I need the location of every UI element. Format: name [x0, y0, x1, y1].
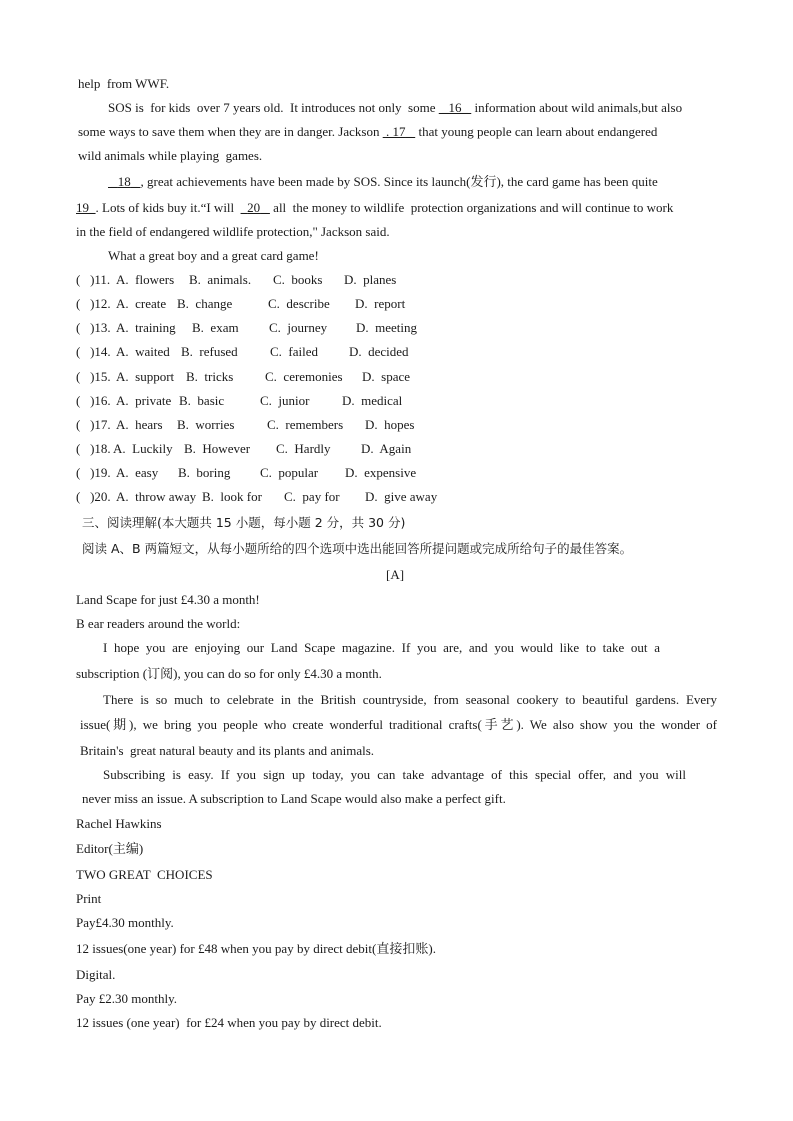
option-d: D. give away — [365, 489, 438, 504]
option-a: A. Luckily — [113, 441, 173, 456]
option-c: C. pay for — [284, 489, 340, 504]
question-row — [76, 465, 496, 481]
blank-17: . 17_ — [385, 124, 416, 139]
paragraph-line: issue(期), we bring you people who create wonderful traditional crafts(手艺). We also show you the wonder of — [80, 717, 717, 732]
paragraph-line: Subscribing is easy. If you sign up today, you can take advantage of this special offer, and you will — [103, 767, 686, 782]
option-c: C. failed — [270, 344, 319, 359]
editor-role: Editor(主编) — [76, 841, 144, 856]
option-c: C. Hardly — [276, 441, 331, 456]
question-row — [76, 393, 496, 409]
question-row — [76, 441, 496, 457]
option-a: A. create — [116, 296, 167, 311]
question-number: ( )15. — [76, 369, 111, 384]
option-b: B. refused — [181, 344, 238, 359]
question-row — [76, 369, 496, 385]
blank-18: _18_ — [108, 174, 141, 189]
option-c: C. journey — [269, 320, 328, 335]
question-number: ( )11. — [76, 272, 111, 287]
option-d: D. space — [362, 369, 411, 384]
question-number: ( )19. — [76, 465, 111, 480]
question-number: ( )18. — [76, 441, 111, 456]
blank-16: _16_ — [438, 100, 472, 115]
option-a: A. training — [116, 320, 176, 335]
option-d: D. hopes — [365, 417, 415, 432]
question-row — [76, 489, 496, 505]
option-d: D. Again — [361, 441, 412, 456]
option-d: D. meeting — [356, 320, 418, 335]
option-a: A. private — [116, 393, 172, 408]
option-a: A. support — [116, 369, 175, 384]
option-c: C. popular — [260, 465, 319, 480]
cloze-line: _18_ , great achievements have been made by SOS. Since its launch(发行), the card game has been quite — [108, 174, 658, 189]
option-a: A. hears — [116, 417, 163, 432]
cloze-line: What a great boy and a great card game! — [108, 248, 319, 263]
question-number: ( )14. — [76, 344, 111, 359]
question-row — [76, 344, 496, 360]
option-d: D. decided — [349, 344, 409, 359]
cloze-line: help from WWF. — [78, 76, 170, 91]
option-a: A. waited — [116, 344, 170, 359]
option-c: C. describe — [268, 296, 330, 311]
option-b: B. basic — [179, 393, 225, 408]
option-d: D. report — [355, 296, 406, 311]
digital-label: Digital. — [76, 967, 116, 982]
question-number: ( )17. — [76, 417, 111, 432]
option-b: B. change — [177, 296, 233, 311]
print-price: Pay£4.30 monthly. — [76, 915, 174, 930]
question-row — [76, 296, 496, 312]
question-row — [76, 320, 496, 336]
option-a: A. easy — [116, 465, 159, 480]
option-b: B. tricks — [186, 369, 234, 384]
option-d: D. expensive — [345, 465, 417, 480]
option-b: B. look for — [202, 489, 262, 504]
choices-title: TWO GREAT CHOICES — [76, 867, 213, 882]
option-b: B. worries — [177, 417, 235, 432]
paragraph-line: I hope you are enjoying our Land Scape magazine. If you are, and you would like to take out a — [103, 640, 660, 655]
section-instruction: 阅读 A、B 两篇短文，从每小题所给的四个选项中选出能回答所提问题或完成所给句子的最佳答案。 — [82, 541, 633, 556]
blank-20: _20_ — [240, 200, 270, 215]
question-row — [76, 417, 496, 433]
passage-title: Land Scape for just £4.30 a month! — [76, 592, 260, 607]
paragraph-line: Britain's great natural beauty and its plants and animals. — [80, 743, 375, 758]
paragraph-line: There is so much to celebrate in the British countryside, from seasonal cookery to beautiful gardens. Every — [103, 692, 717, 707]
print-label: Print — [76, 891, 102, 906]
signature: Rachel Hawkins — [76, 816, 162, 831]
cloze-line: in the field of endangered wildlife protection," Jackson said. — [76, 224, 390, 239]
option-b: B. exam — [192, 320, 239, 335]
digital-deal: 12 issues (one year) for £24 when you pay by direct debit. — [76, 1015, 382, 1030]
passage-label: [A] — [386, 567, 405, 582]
option-a: A. throw away — [116, 489, 197, 504]
cloze-line: wild animals while playing games. — [78, 148, 263, 163]
paragraph-line: subscription (订阅), you can do so for only £4.30 a month. — [76, 666, 382, 681]
option-a: A. flowers — [116, 272, 175, 287]
section-heading: 三、阅读理解(本大题共 15 小题，每小题 2 分，共 30 分) — [82, 515, 406, 530]
option-d: D. planes — [344, 272, 397, 287]
digital-price: Pay £2.30 monthly. — [76, 991, 177, 1006]
option-c: C. junior — [260, 393, 310, 408]
blank-19: 19_ — [76, 200, 96, 215]
option-c: C. remembers — [267, 417, 344, 432]
question-number: ( )12. — [76, 296, 111, 311]
question-row — [76, 272, 496, 288]
option-b: B. boring — [178, 465, 231, 480]
option-b: B. However — [184, 441, 251, 456]
question-number: ( )13. — [76, 320, 111, 335]
option-c: C. books — [273, 272, 323, 287]
print-deal: 12 issues(one year) for £48 when you pay by direct debit(直接扣账). — [76, 941, 436, 956]
cloze-line: 19_. Lots of kids buy it.“I will _20_ all the money to wildlife protection organizations and will continue to work — [76, 200, 674, 215]
question-number: ( )20. — [76, 489, 111, 504]
option-b: B. animals. — [189, 272, 252, 287]
question-number: ( )16. — [76, 393, 111, 408]
passage-greeting: B ear readers around the world: — [76, 616, 241, 631]
cloze-line: some ways to save them when they are in danger. Jackson . 17_ that young people can learn about endangered — [78, 124, 658, 139]
option-c: C. ceremonies — [265, 369, 343, 384]
paragraph-line: never miss an issue. A subscription to Land Scape would also make a perfect gift. — [82, 791, 506, 806]
option-d: D. medical — [342, 393, 403, 408]
cloze-line: SOS is for kids over 7 years old. It introduces not only some _16_ information about wild animals,but also — [108, 100, 683, 115]
